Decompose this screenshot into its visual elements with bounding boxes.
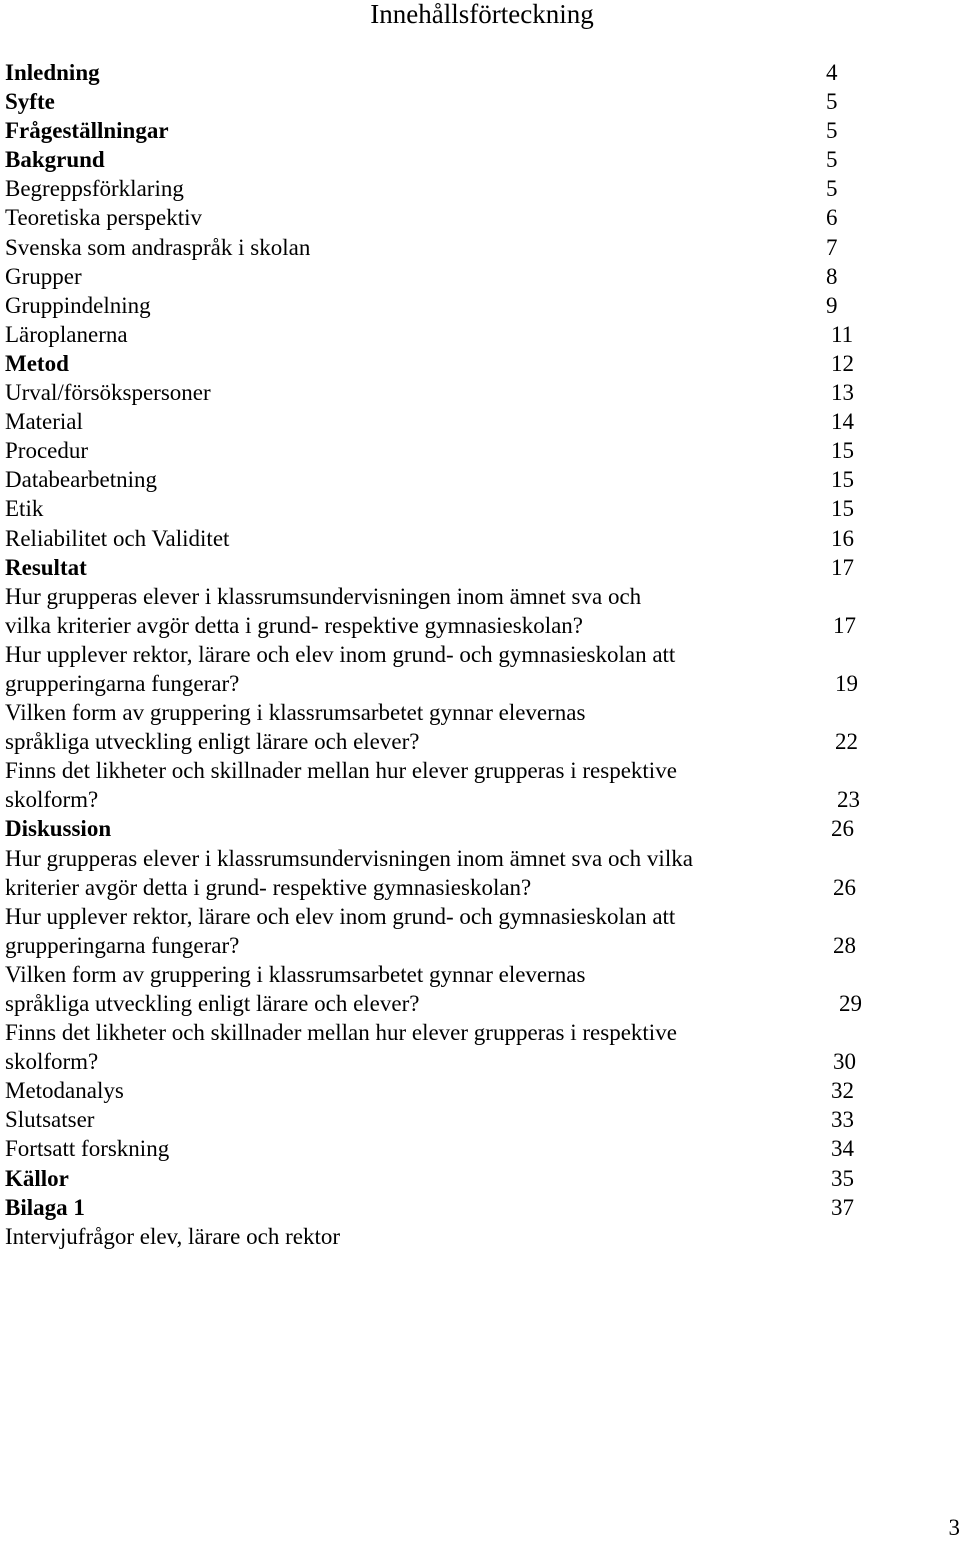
toc-entry	[5, 524, 865, 553]
toc-entry-title: vilka kriterier avgör detta i grund- respektive gymnasieskolan?	[5, 612, 583, 638]
toc-entry	[5, 1222, 865, 1251]
toc-entry-title: Inledning	[5, 60, 100, 85]
toc-entry-title: Slutsatser	[5, 1107, 95, 1133]
toc-entry-page: 28	[833, 932, 856, 958]
toc-entry-page: 7	[826, 234, 838, 260]
toc-entry-page: 5	[826, 176, 838, 202]
toc-entry-page: 23	[837, 787, 860, 813]
toc-entry-page: 30	[833, 1049, 856, 1075]
toc-entry	[5, 582, 865, 611]
toc-entry-title: Reliabilitet och Validitet	[5, 525, 230, 551]
toc-entry	[5, 233, 865, 262]
toc-entry-page: 12	[831, 350, 854, 376]
toc-entry	[5, 756, 865, 785]
toc-entry-page: 15	[831, 496, 854, 522]
toc-entry-page: 17	[831, 554, 854, 580]
toc-entry-title: Hur upplever rektor, lärare och elev inom grund- och gymnasieskolan att	[5, 903, 676, 929]
toc-entry	[5, 407, 865, 436]
toc-entry-title: Vilken form av gruppering i klassrumsarbetet gynnar elevernas	[5, 961, 586, 987]
toc-entry	[5, 727, 865, 756]
toc-entry-page: 13	[831, 380, 854, 406]
toc-entry-page: 29	[839, 991, 862, 1016]
toc-entry-page: 32	[831, 1078, 854, 1104]
toc-entry	[5, 931, 865, 960]
toc-entry-page: 5	[826, 147, 838, 173]
toc-entry-title: Metodanalys	[5, 1078, 124, 1104]
toc-entry	[5, 174, 865, 203]
toc-entry-title: Material	[5, 409, 83, 435]
toc-entry-page: 5	[826, 118, 838, 144]
page-number: 3	[948, 1515, 960, 1540]
toc-entry-page: 6	[826, 205, 838, 231]
toc-entry-page: 14	[831, 409, 854, 435]
toc-entry	[5, 203, 865, 232]
toc-entry	[5, 1018, 865, 1047]
toc-entry	[5, 814, 865, 843]
toc-entry-title: Vilken form av gruppering i klassrumsarbetet gynnar elevernas	[5, 700, 586, 726]
toc-entry	[5, 291, 865, 320]
toc-entry-page: 15	[831, 438, 854, 464]
toc-entry-title: Urval/försökspersoner	[5, 380, 211, 406]
toc-entry-page: 17	[833, 612, 856, 638]
toc-entry	[5, 640, 865, 669]
toc-entry	[5, 116, 865, 145]
toc-entry-page: 37	[831, 1194, 854, 1220]
toc-entry-title: Grupper	[5, 263, 82, 289]
toc-entry	[5, 1047, 865, 1076]
toc-entry	[5, 320, 865, 349]
toc-entry-title: Källor	[5, 1165, 69, 1191]
toc-entry-page: 4	[826, 60, 838, 85]
toc-entry-page: 19	[835, 670, 858, 696]
toc-entry-page: 26	[833, 874, 856, 900]
toc-entry-title: Gruppindelning	[5, 292, 151, 318]
toc-entry-title: grupperingarna fungerar?	[5, 932, 240, 958]
toc-entry-page: 5	[826, 89, 838, 115]
toc-entry	[5, 349, 865, 378]
toc-entry	[5, 1134, 865, 1163]
toc-entry-page: 35	[831, 1165, 854, 1191]
toc-entry-title: Bilaga 1	[5, 1194, 85, 1220]
toc-entry-title: Syfte	[5, 89, 55, 115]
toc-entry-title: Hur grupperas elever i klassrumsundervisningen inom ämnet sva och vilka	[5, 845, 693, 871]
toc-entry-title: Frågeställningar	[5, 118, 169, 144]
toc-entry	[5, 989, 865, 1018]
toc-entry-title: språkliga utveckling enligt lärare och elever?	[5, 729, 420, 755]
toc-entry-title: grupperingarna fungerar?	[5, 670, 240, 696]
toc-entry-title: Metod	[5, 350, 69, 376]
toc-entry	[5, 494, 865, 523]
toc-entry-title: Resultat	[5, 554, 87, 580]
toc-entry-title: skolform?	[5, 787, 99, 813]
toc-entry-page: 15	[831, 467, 854, 493]
toc-entry	[5, 669, 865, 698]
table-of-contents	[5, 58, 865, 1251]
toc-entry-page: 8	[826, 263, 838, 289]
toc-entry	[5, 145, 865, 174]
toc-entry-title: Etik	[5, 496, 44, 522]
toc-entry	[5, 1076, 865, 1105]
toc-entry-title: kriterier avgör detta i grund- respektive gymnasieskolan?	[5, 874, 532, 900]
toc-entry-title: Hur upplever rektor, lärare och elev inom grund- och gymnasieskolan att	[5, 641, 676, 667]
toc-entry	[5, 262, 865, 291]
toc-entry-page: 33	[831, 1107, 854, 1133]
toc-entry-title: Procedur	[5, 438, 89, 464]
toc-entry	[5, 960, 865, 989]
toc-entry-title: Svenska som andraspråk i skolan	[5, 234, 311, 260]
toc-entry-title: skolform?	[5, 1049, 99, 1075]
toc-entry-title: Finns det likheter och skillnader mellan hur elever grupperas i respektive	[5, 758, 677, 784]
toc-entry	[5, 611, 865, 640]
toc-entry	[5, 1164, 865, 1193]
toc-entry-title: språkliga utveckling enligt lärare och elever?	[5, 991, 420, 1016]
toc-entry	[5, 436, 865, 465]
toc-entry-page: 26	[831, 816, 854, 842]
toc-entry-page: 34	[831, 1136, 854, 1162]
toc-entry-title: Teoretiska perspektiv	[5, 205, 203, 231]
toc-entry	[5, 553, 865, 582]
page-title: Innehållsförteckning	[370, 0, 594, 29]
toc-entry	[5, 785, 865, 814]
toc-entry	[5, 58, 865, 87]
toc-entry-title: Diskussion	[5, 816, 112, 842]
toc-entry	[5, 87, 865, 116]
toc-entry-title: Finns det likheter och skillnader mellan hur elever grupperas i respektive	[5, 1020, 677, 1046]
toc-entry	[5, 378, 865, 407]
toc-entry-title: Databearbetning	[5, 467, 157, 493]
toc-entry	[5, 1105, 865, 1134]
toc-entry-title: Hur grupperas elever i klassrumsundervisningen inom ämnet sva och	[5, 583, 642, 609]
toc-entry-title: Intervjufrågor elev, lärare och rektor	[5, 1223, 341, 1249]
toc-entry-page: 22	[835, 729, 858, 755]
toc-entry-title: Bakgrund	[5, 147, 105, 173]
toc-entry-page: 11	[831, 321, 854, 347]
toc-entry	[5, 873, 865, 902]
toc-entry	[5, 698, 865, 727]
toc-entry	[5, 465, 865, 494]
toc-entry	[5, 1193, 865, 1222]
toc-entry-page: 16	[831, 525, 854, 551]
toc-entry	[5, 844, 865, 873]
toc-entry-title: Läroplanerna	[5, 321, 128, 347]
toc-entry-title: Begreppsförklaring	[5, 176, 184, 202]
toc-entry-page: 9	[826, 292, 838, 318]
toc-entry	[5, 902, 865, 931]
toc-entry-title: Fortsatt forskning	[5, 1136, 170, 1162]
